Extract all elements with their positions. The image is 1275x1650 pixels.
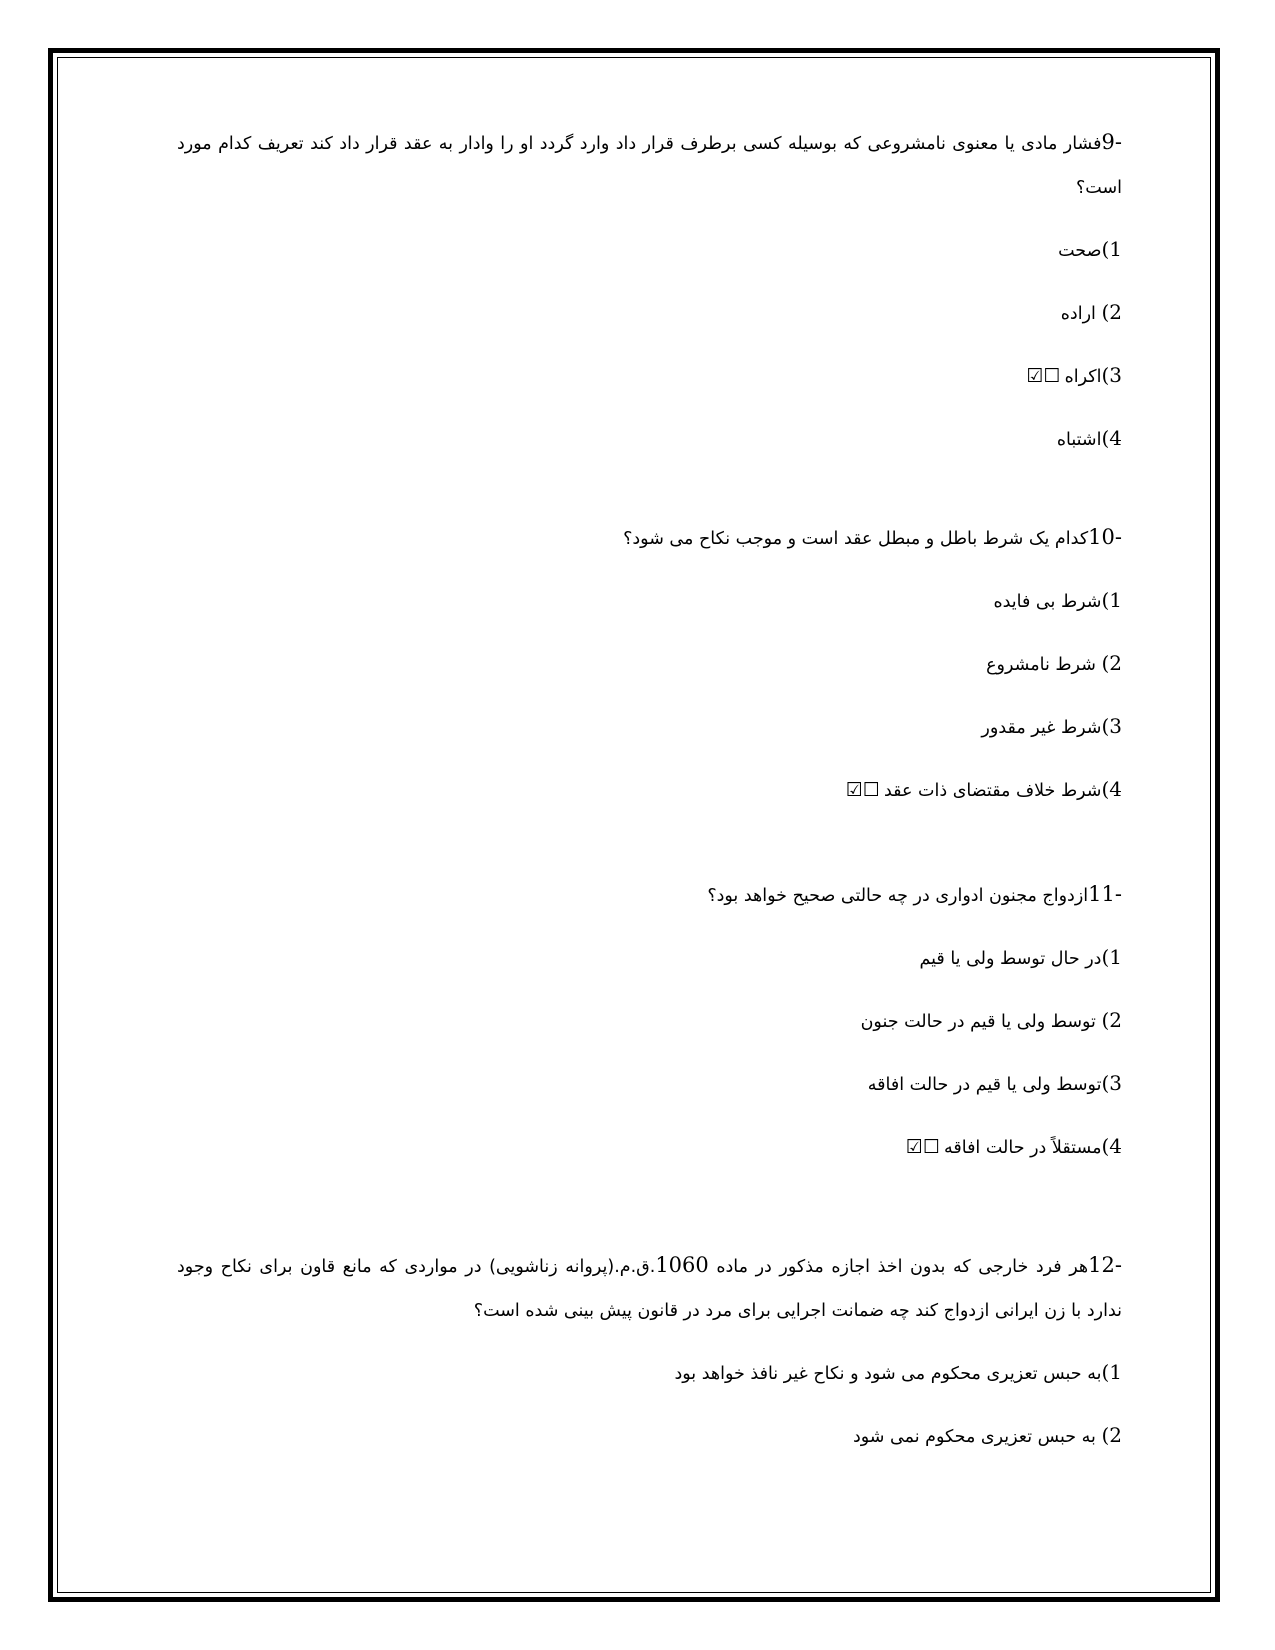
option-4[interactable] bbox=[177, 770, 1122, 808]
question-text bbox=[177, 872, 1122, 918]
option-number: 1) bbox=[1101, 588, 1122, 612]
option-number: 1) bbox=[1101, 945, 1122, 969]
option-number: 1) bbox=[1101, 1360, 1122, 1384]
option-label: اکراه bbox=[1064, 367, 1102, 387]
option-label: در حال توسط ولی یا قیم bbox=[919, 949, 1102, 969]
question-body: کدام یک شرط باطل و مبطل عقد است و موجب نکاح می شود؟ bbox=[623, 529, 1089, 549]
option-number: 2) bbox=[1101, 1423, 1122, 1447]
option-label: صحت bbox=[1058, 241, 1102, 261]
option-number: 1) bbox=[1101, 237, 1122, 261]
option-1[interactable] bbox=[177, 230, 1122, 268]
option-3[interactable] bbox=[177, 1064, 1122, 1102]
option-2[interactable] bbox=[177, 644, 1122, 682]
option-2[interactable] bbox=[177, 1416, 1122, 1454]
option-label: توسط ولی یا قیم در حالت افاقه bbox=[867, 1075, 1102, 1095]
option-4[interactable] bbox=[177, 419, 1122, 457]
option-1[interactable] bbox=[177, 581, 1122, 619]
option-label: توسط ولی یا قیم در حالت جنون bbox=[860, 1012, 1102, 1032]
option-label: اراده bbox=[1060, 304, 1102, 324]
options-list bbox=[177, 581, 1122, 808]
option-1[interactable] bbox=[177, 1353, 1122, 1391]
question-text bbox=[177, 120, 1122, 210]
question-body-end: .ق.م.(پروانه زناشویی) در مواردی که مانع قاون برای نکاح وجود ندارد با زن ایرانی ازدواج کند چه ضمانت اجرایی برای مرد در قانون پیش بینی شده است؟ bbox=[177, 1257, 1122, 1321]
option-number: 4) bbox=[1101, 426, 1122, 450]
option-label: شرط خلاف مقتضای ذات عقد bbox=[883, 781, 1102, 801]
option-label: شرط غیر مقدور bbox=[981, 718, 1102, 738]
question-text bbox=[177, 515, 1122, 561]
question-12 bbox=[177, 1243, 1122, 1454]
question-9 bbox=[177, 120, 1122, 457]
question-10 bbox=[177, 515, 1122, 808]
question-body-start: هر فرد خارجی که بدون اخذ اجازه مذکور در ماده bbox=[708, 1257, 1089, 1277]
option-number: 2) bbox=[1101, 300, 1122, 324]
option-label: به حبس تعزیری محکوم نمی شود bbox=[852, 1427, 1102, 1447]
option-2[interactable] bbox=[177, 1001, 1122, 1039]
option-label: به حبس تعزیری محکوم می شود و نکاح غیر نافذ خواهد بود bbox=[674, 1364, 1102, 1384]
checkmark-icon: ☐☑ bbox=[1026, 365, 1061, 387]
options-list bbox=[177, 230, 1122, 457]
question-11 bbox=[177, 872, 1122, 1165]
option-label: اشتباه bbox=[1056, 430, 1102, 450]
options-list bbox=[177, 938, 1122, 1165]
question-number: -12 bbox=[1088, 1253, 1122, 1277]
option-label: شرط بی فایده bbox=[993, 592, 1102, 612]
exam-content bbox=[177, 120, 1122, 1479]
option-label: شرط نامشروع bbox=[986, 655, 1102, 675]
options-list bbox=[177, 1353, 1122, 1454]
option-number: 4) bbox=[1101, 777, 1122, 801]
option-3[interactable] bbox=[177, 356, 1122, 394]
question-body: فشار مادی یا معنوی نامشروعی که بوسیله کسی برطرف قرار داد وارد گردد او را وادار به عقد قرار داد کند تعریف کدام مورد است؟ bbox=[177, 134, 1122, 198]
option-2[interactable] bbox=[177, 293, 1122, 331]
option-1[interactable] bbox=[177, 938, 1122, 976]
question-number: -10 bbox=[1088, 525, 1122, 549]
option-4[interactable] bbox=[177, 1127, 1122, 1165]
checkmark-icon: ☐☑ bbox=[905, 1136, 940, 1158]
option-number: 2) bbox=[1101, 1008, 1122, 1032]
question-text bbox=[177, 1243, 1122, 1333]
question-body: ازدواج مجنون ادواری در چه حالتی صحیح خواهد بود؟ bbox=[707, 886, 1089, 906]
option-number: 4) bbox=[1101, 1134, 1122, 1158]
option-number: 3) bbox=[1101, 1071, 1122, 1095]
option-3[interactable] bbox=[177, 707, 1122, 745]
option-number: 2) bbox=[1101, 651, 1122, 675]
option-number: 3) bbox=[1101, 714, 1122, 738]
checkmark-icon: ☐☑ bbox=[845, 779, 880, 801]
article-number: 1060 bbox=[655, 1253, 709, 1277]
question-number: -9 bbox=[1101, 130, 1122, 154]
option-label: مستقلاً در حالت افاقه bbox=[943, 1138, 1102, 1158]
question-number: -11 bbox=[1088, 882, 1122, 906]
option-number: 3) bbox=[1101, 363, 1122, 387]
